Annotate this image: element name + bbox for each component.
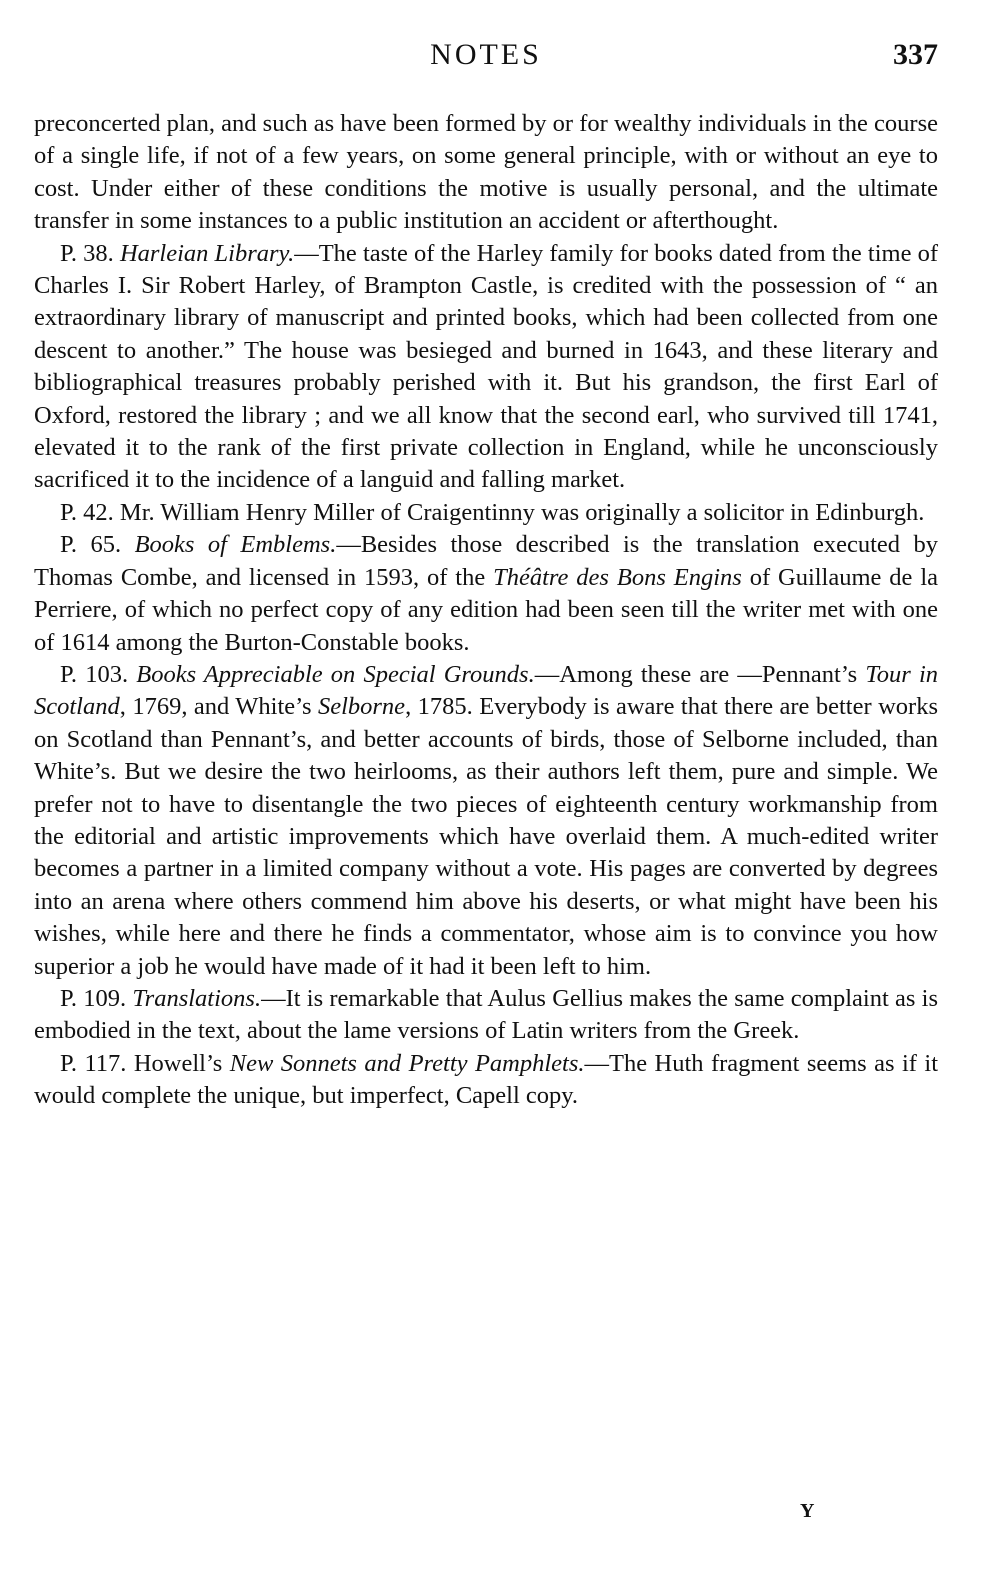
signature-mark: Y — [800, 1500, 815, 1522]
book-title: Selborne — [317, 693, 406, 721]
book-title: New Sonnets and Pretty Pamphlets. — [229, 1049, 585, 1077]
text-segment: —The taste of the Harley family for books dated from the time of Charles I. Sir Robert Harley, of Brampton Castle, is credited with the possession of “ an extraordinary library of manuscript and printed books, which had been collected from one descent to another.” The house was besieged and burned in 1643, and these literary and bibliographical treasures probably perished with it. But his grandson, the first Earl of Oxford, restored the library ; and we all know that the second earl, who survived till 1741, elevated it to the rank of the first private collection in England, while he unconsciously sacrificed it to the incidence of a languid and falling market. — [34, 239, 938, 494]
note-books-of-emblems — [34, 529, 938, 659]
text-segment: —Besides those described is the translation executed by Thomas Combe, and licensed in 1593, of the — [34, 531, 938, 591]
note-heading: Translations. — [132, 984, 262, 1012]
running-title: NOTES — [430, 38, 542, 71]
note-translations — [34, 983, 938, 1048]
book-title: Théâtre des Bons Engins — [493, 563, 742, 591]
paragraph-continuation — [34, 108, 938, 238]
page-number: 337 — [893, 38, 938, 71]
note-howells-sonnets — [34, 1048, 938, 1113]
text-segment: of Guillaume de la Perriere, of which no perfect copy of any edition had been seen till the writer met with one of 1614 among the Burton-Constable books. — [34, 563, 939, 656]
note-heading: Harleian Library. — [119, 239, 295, 267]
page-reference: P. 65. — [60, 531, 135, 559]
page-reference: P. 117. Howell’s — [60, 1049, 230, 1077]
page-reference: P. 109. — [60, 984, 133, 1012]
notes-body — [34, 108, 938, 1113]
note-heading: Books Appreciable on Special Grounds. — [136, 660, 535, 688]
text-segment: —Among these are —Pennant’s — [534, 660, 866, 688]
note-heading: Books of Emblems. — [134, 531, 337, 559]
book-title: Tour in Scotland — [34, 660, 938, 721]
page-reference: P. 103. — [60, 660, 137, 688]
note-harleian-library — [34, 238, 938, 497]
text-segment: —The Huth fragment seems as if it would complete the unique, but imperfect, Capell copy. — [34, 1049, 938, 1110]
page-reference: P. 38. — [60, 239, 120, 267]
note-special-grounds — [34, 659, 938, 983]
page-header — [34, 38, 938, 82]
text-segment: —It is remarkable that Aulus Gellius makes the same complaint as is embodied in the text, about the lame versions of Latin writers from the Greek. — [34, 984, 939, 1045]
text-segment: , 1785. Everybody is aware that there are better works on Scotland than Pennant’s, and better accounts of birds, those of Selborne included, than White’s. But we desire the two heirlooms, as their authors left them, pure and simple. We prefer not to have to disentangle the two pieces of eighteenth century workmanship from the editorial and artistic improvements which have overlaid them. A much-edited writer becomes a partner in a limited company without a vote. His pages are converted by degrees into an arena where others commend him above his deserts, or what might have been his wishes, while here and there he finds a commentator, whose aim is to convince you how superior a job he would have made of it had it been left to him. — [34, 693, 938, 980]
text-segment: P. 42. Mr. William Henry Miller of Craigentinny was originally a solicitor in Edinburgh. — [60, 498, 925, 526]
text-segment: , 1769, and White’s — [119, 693, 318, 721]
text-segment: preconcerted plan, and such as have been formed by or for wealthy individuals in the course of a single life, if not of a few years, on some general principle, with or without an eye to cost. Under either of these conditions the motive is usually personal, and the ultimate transfer in some instances to a public institution an accident or afterthought. — [34, 110, 938, 235]
note-miller-craigentinny — [34, 497, 938, 529]
